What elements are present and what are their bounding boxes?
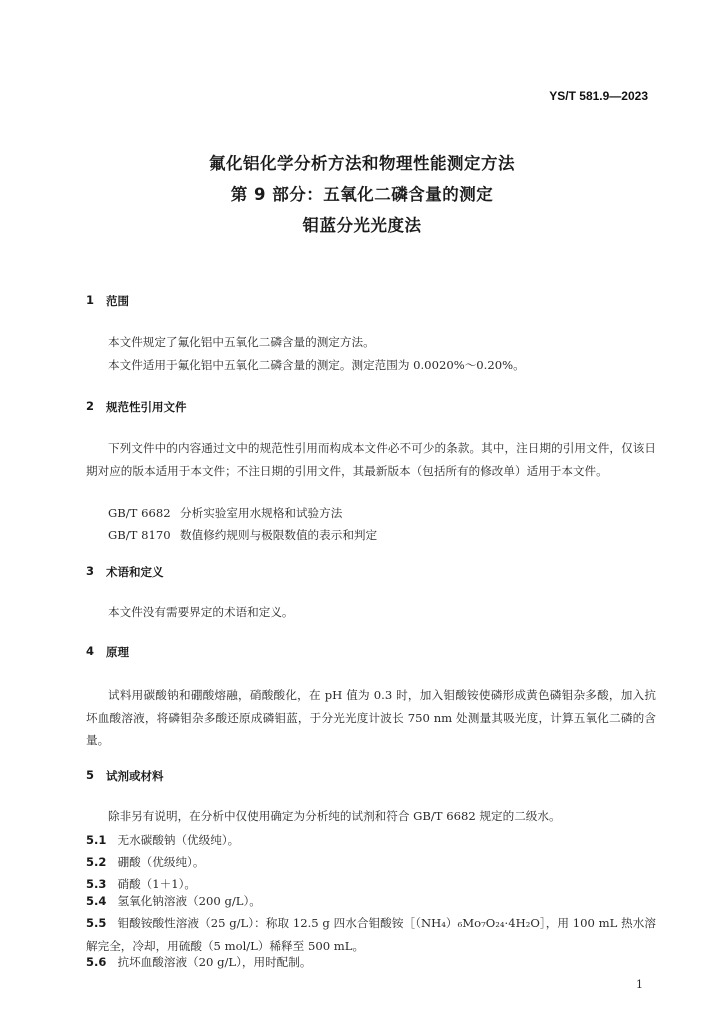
section-title: 原理 xyxy=(106,645,129,659)
section-number: 3 xyxy=(86,564,95,578)
section-title: 范围 xyxy=(106,294,129,308)
section-1-paragraph-2: 本文件适用于氟化铝中五氧化二磷含量的测定。测定范围为 0.0020%～0.20%。 xyxy=(108,358,525,372)
reference-code: GB/T 6682 xyxy=(108,506,171,520)
item-number: 5.2 xyxy=(86,855,107,869)
section-5-paragraph: 除非另有说明，在分析中仅使用确定为分析纯的试剂和符合 GB/T 6682 规定的二级水。 xyxy=(108,809,561,823)
section-number: 2 xyxy=(86,399,95,413)
item-number: 5.4 xyxy=(86,894,107,908)
section-4-paragraph: 试料用碳酸钠和硼酸熔融，硝酸酸化，在 pH 值为 0.3 时，加入钼酸铵使磷形成黄色磷钼杂多酸，加入抗坏血酸溶液，将磷钼杂多酸还原成磷钼蓝，于分光光度计波长 750 nm 处测量其吸光度，计算五氧化二磷的含量。 xyxy=(86,688,656,747)
title-line-2: 第 9 部分：五氧化二磷含量的测定 xyxy=(230,185,494,204)
page-number: 1 xyxy=(636,978,643,991)
list-item xyxy=(86,829,239,848)
item-text: 钼酸铵酸性溶液（25 g/L）：称取 12.5 g 四水合钼酸铵［（NH₄）₆Mo₇O₂₄·4H₂O］，用 100 mL 热水溶解完全，冷却，用硫酸（5 mol/L）稀释至 500 mL。 xyxy=(86,916,656,953)
list-item xyxy=(86,851,204,870)
section-title: 术语和定义 xyxy=(106,565,164,579)
section-1-paragraph-1: 本文件规定了氟化铝中五氧化二磷含量的测定方法。 xyxy=(108,335,375,349)
reference-item xyxy=(108,505,342,521)
list-item xyxy=(86,890,261,909)
reference-code: GB/T 8170 xyxy=(108,528,171,542)
section-title: 规范性引用文件 xyxy=(106,400,187,414)
item-number: 5.1 xyxy=(86,833,107,847)
item-number: 5.3 xyxy=(86,877,107,891)
list-item xyxy=(86,951,311,970)
reference-item xyxy=(108,527,377,543)
standard-number: YS/T 581.9—2023 xyxy=(549,89,648,103)
item-number: 5.6 xyxy=(86,955,107,969)
item-text: 无水碳酸钠（优级纯）。 xyxy=(117,833,240,847)
title-line-3: 钼蓝分光光度法 xyxy=(302,216,422,235)
section-number: 4 xyxy=(86,644,95,658)
reference-name: 数值修约规则与极限数值的表示和判定 xyxy=(180,528,378,542)
item-text: 氢氧化钠溶液（200 g/L）。 xyxy=(117,894,261,908)
title-line-1: 氟化铝化学分析方法和物理性能测定方法 xyxy=(209,154,515,173)
item-text: 抗坏血酸溶液（20 g/L），用时配制。 xyxy=(117,955,312,969)
item-text: 硼酸（优级纯）。 xyxy=(117,855,205,869)
section-number: 5 xyxy=(86,768,95,782)
section-title: 试剂或材料 xyxy=(106,769,164,783)
section-number: 1 xyxy=(86,293,95,307)
section-2-paragraph: 下列文件中的内容通过文中的规范性引用而构成本文件必不可少的条款。其中，注日期的引用文件，仅该日期对应的版本适用于本文件；不注日期的引用文件，其最新版本（包括所有的修改单）适用于本文件。 xyxy=(86,441,656,478)
item-number: 5.5 xyxy=(86,916,107,930)
item-text: 硝酸（1＋1）。 xyxy=(117,877,196,891)
reference-name: 分析实验室用水规格和试验方法 xyxy=(180,506,343,520)
section-3-paragraph: 本文件没有需要界定的术语和定义。 xyxy=(108,605,294,619)
